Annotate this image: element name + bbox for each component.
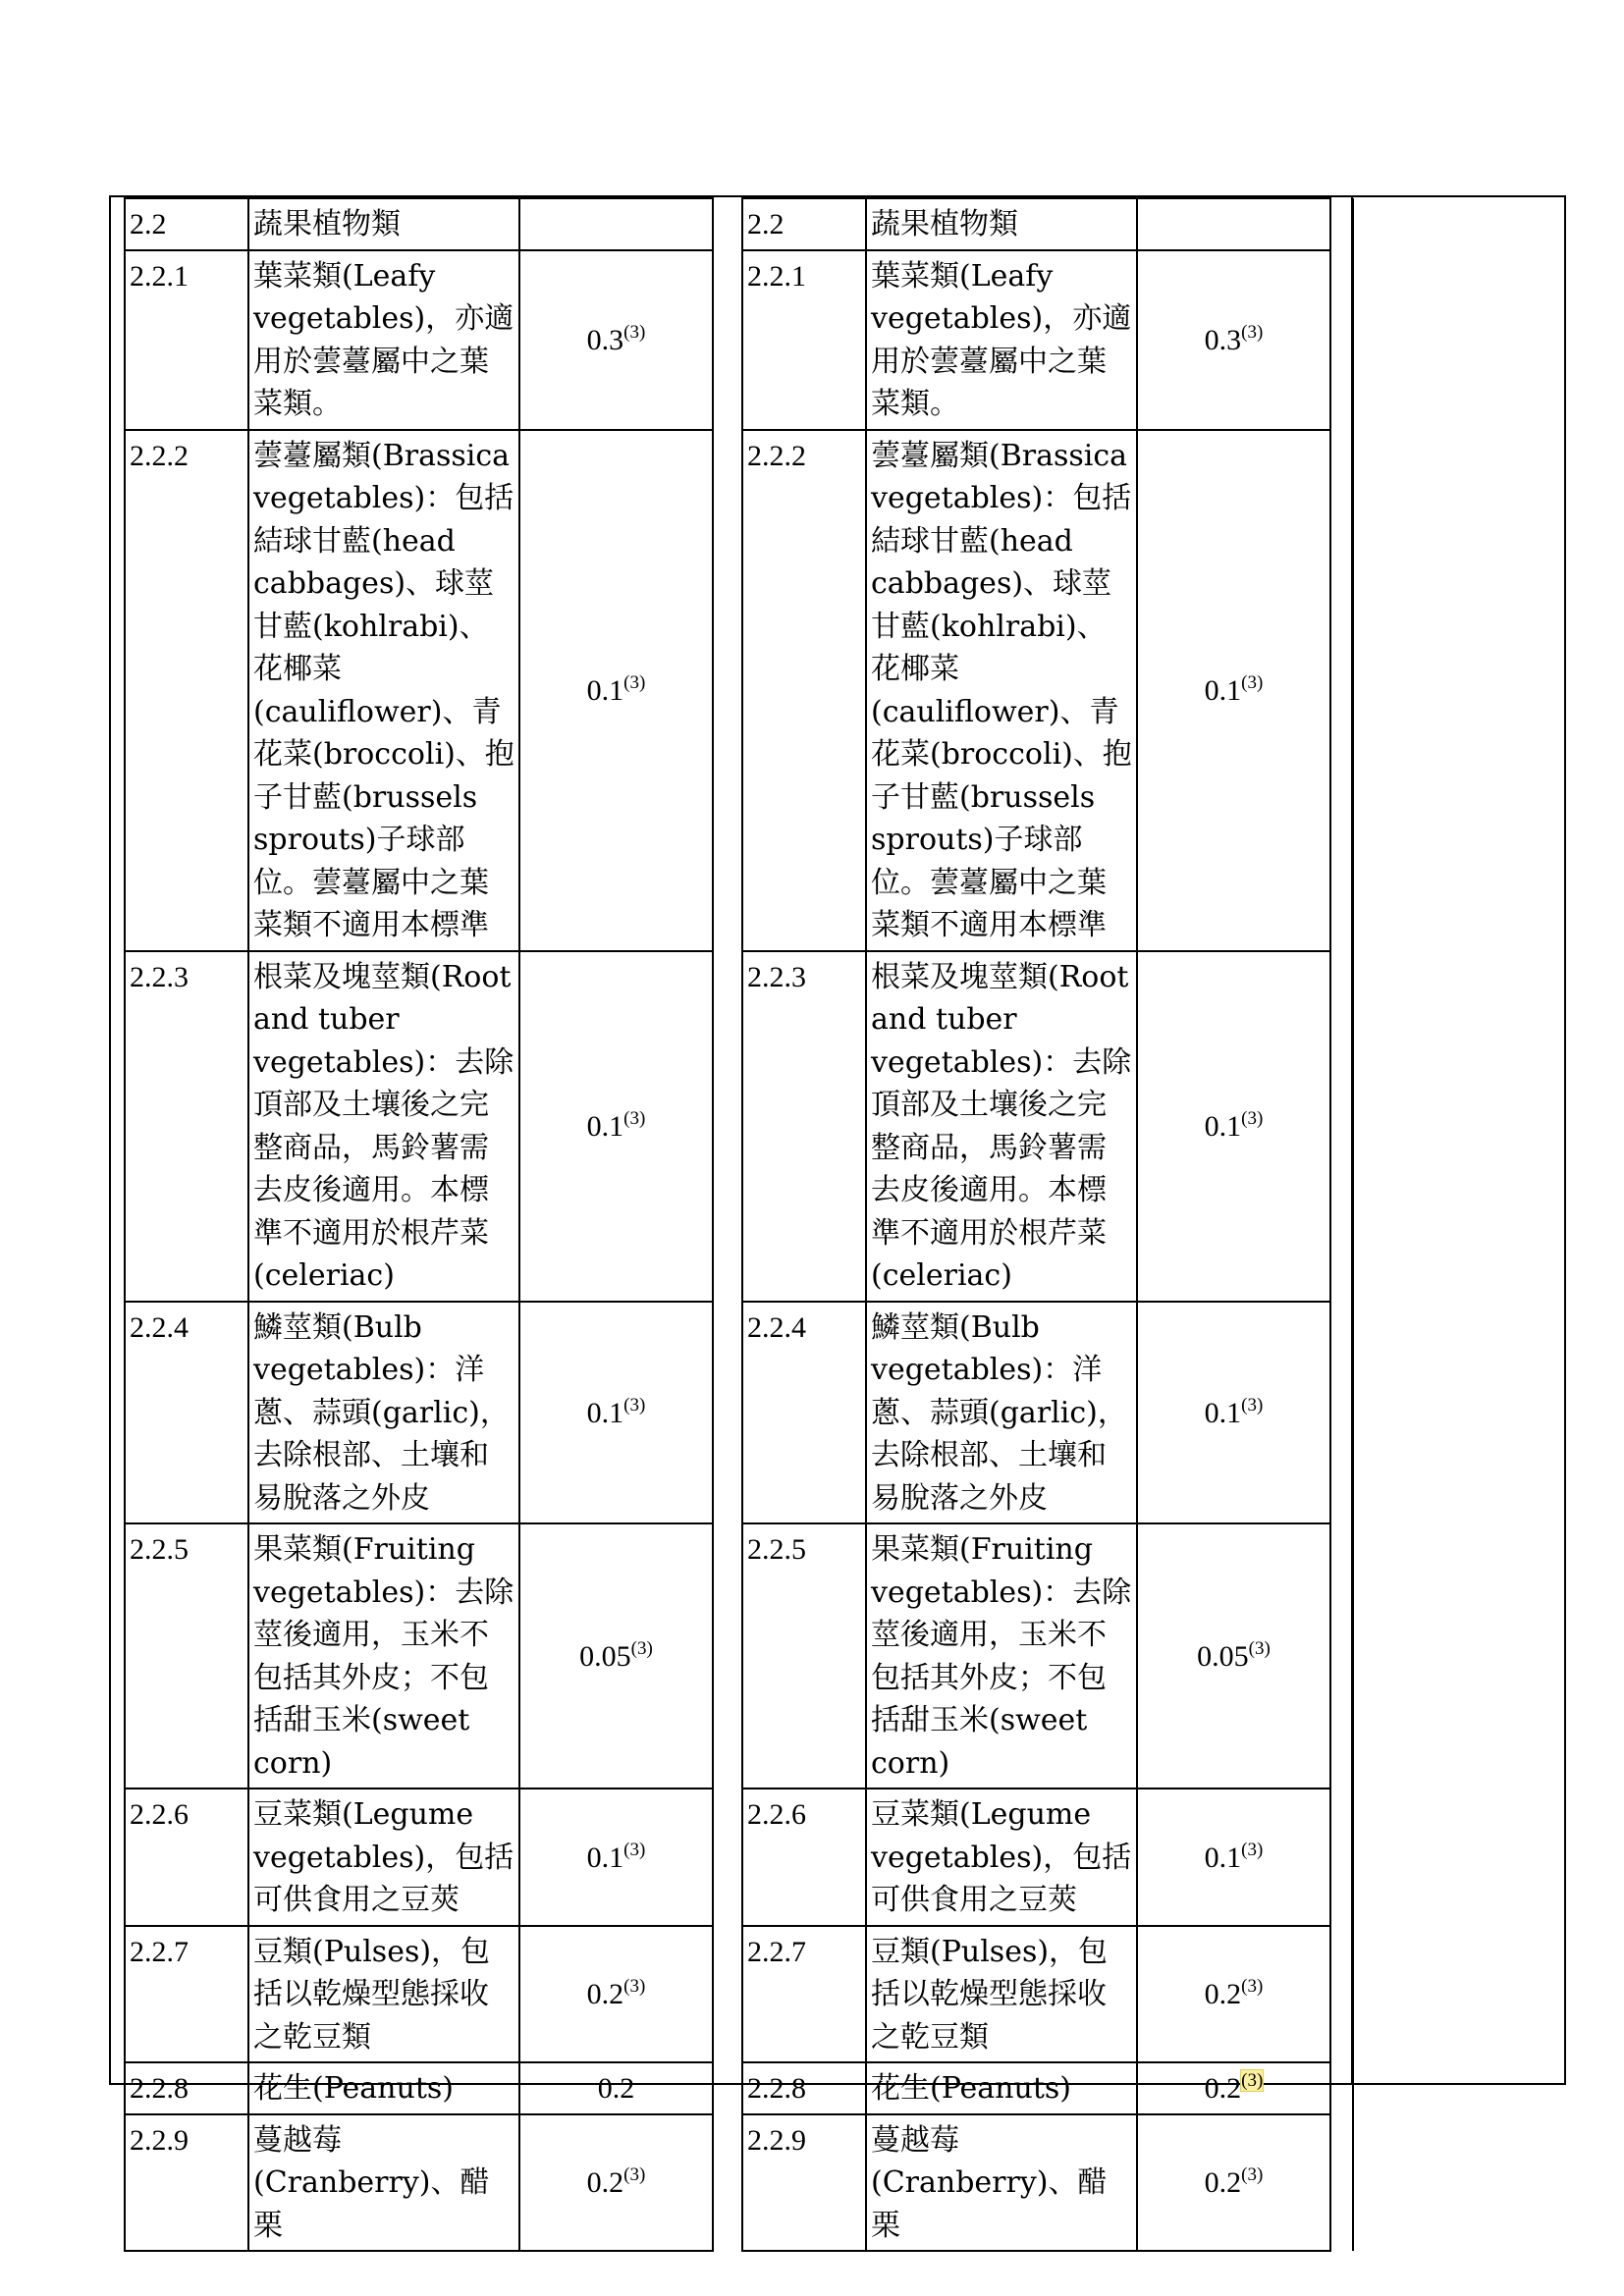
right-item-number: 2.2.3	[742, 951, 866, 1302]
column-gap	[713, 198, 742, 250]
left-limit-value	[519, 250, 713, 430]
left-item-description: 豆類(Pulses)，包括以乾燥型態採收之乾豆類	[248, 1926, 519, 2063]
right-spacer	[1330, 1926, 1353, 2063]
right-spacer	[1330, 951, 1353, 1302]
left-item-description: 蔬果植物類	[248, 198, 519, 250]
column-gap	[713, 1523, 742, 1789]
right-item-description: 根菜及塊莖類(Root and tuber vegetables)：去除頂部及土壤後之完整商品，馬鈴薯需去皮後適用。本標準不適用於根芹菜(celeriac)	[866, 951, 1137, 1302]
left-item-description: 鱗莖類(Bulb vegetables)：洋蔥、蒜頭(garlic)，去除根部、土壤和易脫落之外皮	[248, 1302, 519, 1524]
left-footnote-ref: (3)	[623, 321, 646, 343]
right-spacer	[1330, 250, 1353, 430]
table-row	[125, 2114, 1353, 2252]
right-limit-number: 0.3	[1204, 323, 1242, 356]
left-limit-number: 0.1	[586, 1109, 624, 1143]
left-item-description: 果菜類(Fruiting vegetables)：去除莖後適用，玉米不包括其外皮；不包括甜玉米(sweet corn)	[248, 1523, 519, 1789]
left-footnote-ref: (3)	[623, 1839, 646, 1860]
table-row	[125, 430, 1353, 951]
left-limit-number: 0.2	[597, 2072, 635, 2105]
right-item-number: 2.2	[742, 198, 866, 250]
left-item-number: 2.2.3	[125, 951, 248, 1302]
left-limit-value	[519, 430, 713, 951]
left-item-number: 2.2.1	[125, 250, 248, 430]
left-item-description: 葉菜類(Leafy vegetables)，亦適用於蕓薹屬中之葉菜類。	[248, 250, 519, 430]
left-limit-number: 0.2	[586, 1978, 624, 2010]
left-item-number: 2.2.9	[125, 2114, 248, 2252]
right-item-description: 果菜類(Fruiting vegetables)：去除莖後適用，玉米不包括其外皮；不包括甜玉米(sweet corn)	[866, 1523, 1137, 1789]
left-limit-number: 0.1	[586, 673, 624, 707]
left-limit-value	[519, 1789, 713, 1926]
right-item-description: 豆類(Pulses)，包括以乾燥型態採收之乾豆類	[866, 1926, 1137, 2063]
right-spacer	[1330, 430, 1353, 951]
right-limit-number: 0.2	[1204, 1978, 1242, 2010]
left-footnote-ref: (3)	[623, 1394, 646, 1415]
right-item-number: 2.2.4	[742, 1302, 866, 1524]
table-row	[125, 198, 1353, 250]
column-gap	[713, 1302, 742, 1524]
right-footnote-ref: (3)	[1241, 1976, 1264, 1997]
column-gap	[713, 2114, 742, 2252]
right-spacer	[1330, 1302, 1353, 1524]
right-limit-number: 0.1	[1204, 673, 1242, 707]
right-limit-value	[1137, 1789, 1330, 1926]
table-row	[125, 1926, 1353, 2063]
left-footnote-ref: (3)	[630, 1637, 653, 1659]
left-footnote-ref: (3)	[623, 1976, 646, 1997]
left-limit-number: 0.1	[586, 1396, 624, 1429]
right-item-description: 豆菜類(Legume vegetables)，包括可供食用之豆莢	[866, 1789, 1137, 1926]
left-item-number: 2.2.7	[125, 1926, 248, 2063]
left-limit-value	[519, 2062, 713, 2114]
right-item-description: 花生(Peanuts)	[866, 2062, 1137, 2114]
right-item-number: 2.2.1	[742, 250, 866, 430]
right-item-number: 2.2.7	[742, 1926, 866, 2063]
right-item-description: 蔓越莓(Cranberry)、醋栗	[866, 2114, 1137, 2252]
right-limit-value	[1137, 2062, 1330, 2114]
comparison-table	[124, 197, 1354, 2252]
right-footnote-ref: (3)	[1241, 2070, 1264, 2091]
column-gap	[713, 430, 742, 951]
table-row	[125, 1789, 1353, 1926]
column-gap	[713, 250, 742, 430]
right-spacer	[1330, 2114, 1353, 2252]
right-item-description: 蔬果植物類	[866, 198, 1137, 250]
right-spacer	[1330, 1789, 1353, 1926]
left-limit-value	[519, 951, 713, 1302]
right-limit-value	[1137, 250, 1330, 430]
left-footnote-ref: (3)	[623, 2164, 646, 2185]
right-spacer	[1330, 1523, 1353, 1789]
right-item-description: 葉菜類(Leafy vegetables)，亦適用於蕓薹屬中之葉菜類。	[866, 250, 1137, 430]
left-limit-number: 0.2	[586, 2166, 624, 2199]
left-item-number: 2.2.4	[125, 1302, 248, 1524]
left-limit-number: 0.05	[579, 1639, 631, 1673]
right-limit-number: 0.1	[1204, 1841, 1242, 1874]
left-limit-value	[519, 1523, 713, 1789]
left-item-number: 2.2	[125, 198, 248, 250]
column-gap	[713, 1926, 742, 2063]
right-limit-number: 0.2	[1204, 2166, 1242, 2199]
right-limit-number: 0.05	[1197, 1639, 1249, 1673]
left-item-number: 2.2.6	[125, 1789, 248, 1926]
column-gap	[713, 1789, 742, 1926]
left-limit-number: 0.3	[586, 323, 624, 356]
left-item-description: 根菜及塊莖類(Root and tuber vegetables)：去除頂部及土壤後之完整商品，馬鈴薯需去皮後適用。本標準不適用於根芹菜(celeriac)	[248, 951, 519, 1302]
right-limit-value	[1137, 430, 1330, 951]
right-item-number: 2.2.2	[742, 430, 866, 951]
right-item-number: 2.2.9	[742, 2114, 866, 2252]
table-row	[125, 1523, 1353, 1789]
right-footnote-ref: (3)	[1241, 1394, 1264, 1415]
table-row	[125, 250, 1353, 430]
right-limit-value	[1137, 1523, 1330, 1789]
right-limit-number: 0.2	[1204, 2072, 1242, 2105]
left-limit-value	[519, 1926, 713, 2063]
left-item-description: 花生(Peanuts)	[248, 2062, 519, 2114]
document-page	[109, 195, 1566, 2243]
right-footnote-ref: (3)	[1248, 1637, 1271, 1659]
right-footnote-ref: (3)	[1241, 1107, 1264, 1129]
right-spacer	[1330, 2062, 1353, 2114]
right-column-rule	[1351, 197, 1353, 2083]
table-row	[125, 951, 1353, 1302]
right-limit-value	[1137, 1302, 1330, 1524]
table-row	[125, 1302, 1353, 1524]
right-item-number: 2.2.8	[742, 2062, 866, 2114]
left-item-description: 蔓越莓(Cranberry)、醋栗	[248, 2114, 519, 2252]
left-item-description: 蕓薹屬類(Brassica vegetables)：包括結球甘藍(head cabbages)、球莖甘藍(kohlrabi)、花椰菜(cauliflower)、青花菜(broccoli)、抱子甘藍(brussels sprouts)子球部位。蕓薹屬中之葉菜類不適用本標準	[248, 430, 519, 951]
left-item-number: 2.2.8	[125, 2062, 248, 2114]
table-row	[125, 2062, 1353, 2114]
right-limit-value	[1137, 198, 1330, 250]
right-item-description: 蕓薹屬類(Brassica vegetables)：包括結球甘藍(head cabbages)、球莖甘藍(kohlrabi)、花椰菜(cauliflower)、青花菜(broccoli)、抱子甘藍(brussels sprouts)子球部位。蕓薹屬中之葉菜類不適用本標準	[866, 430, 1137, 951]
left-limit-value	[519, 1302, 713, 1524]
right-footnote-ref: (3)	[1241, 671, 1264, 693]
left-item-number: 2.2.2	[125, 430, 248, 951]
left-footnote-ref: (3)	[623, 1107, 646, 1129]
left-item-description: 豆菜類(Legume vegetables)，包括可供食用之豆莢	[248, 1789, 519, 1926]
right-footnote-ref: (3)	[1241, 1839, 1264, 1860]
left-footnote-ref: (3)	[623, 671, 646, 693]
left-item-number: 2.2.5	[125, 1523, 248, 1789]
right-item-description: 鱗莖類(Bulb vegetables)：洋蔥、蒜頭(garlic)，去除根部、土壤和易脫落之外皮	[866, 1302, 1137, 1524]
left-limit-number: 0.1	[586, 1841, 624, 1874]
right-limit-value	[1137, 1926, 1330, 2063]
right-limit-value	[1137, 951, 1330, 1302]
right-item-number: 2.2.6	[742, 1789, 866, 1926]
column-gap	[713, 2062, 742, 2114]
left-limit-value	[519, 2114, 713, 2252]
right-footnote-ref: (3)	[1241, 2164, 1264, 2185]
right-item-number: 2.2.5	[742, 1523, 866, 1789]
right-limit-number: 0.1	[1204, 1396, 1242, 1429]
column-gap	[713, 951, 742, 1302]
right-spacer	[1330, 198, 1353, 250]
right-limit-number: 0.1	[1204, 1109, 1242, 1143]
right-limit-value	[1137, 2114, 1330, 2252]
right-footnote-ref: (3)	[1241, 321, 1264, 343]
left-limit-value	[519, 198, 713, 250]
